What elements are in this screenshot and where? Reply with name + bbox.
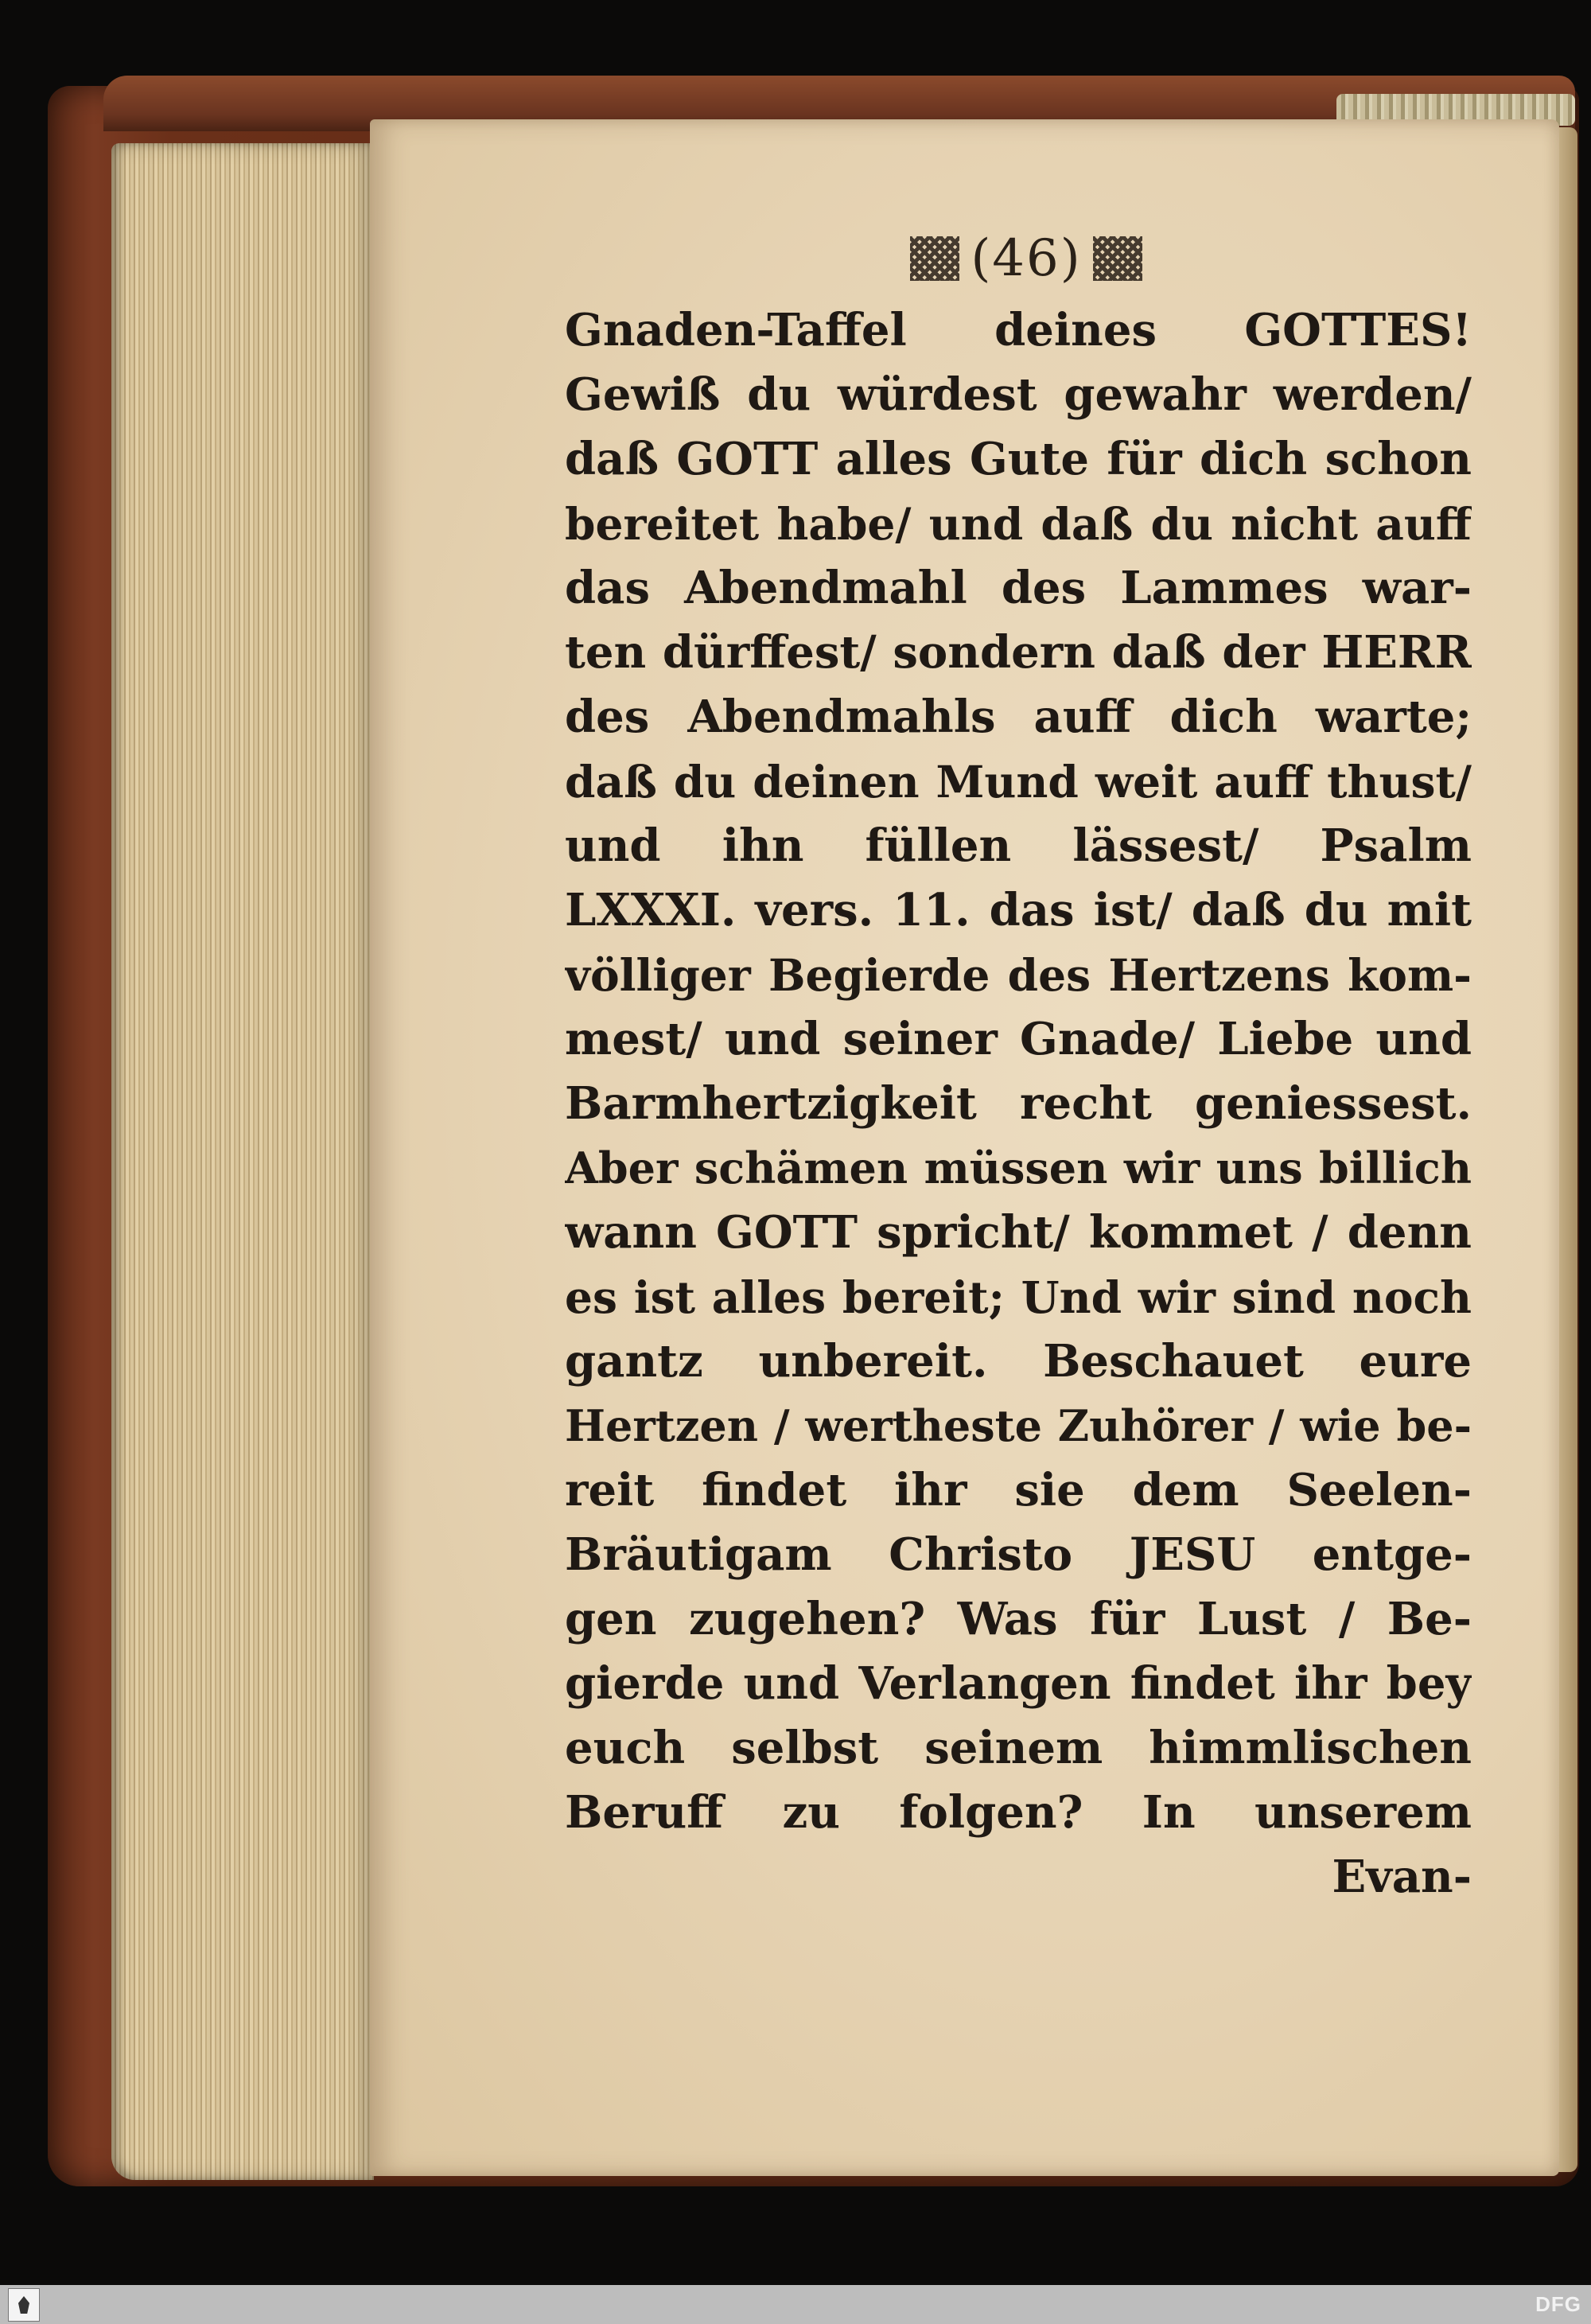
text-line: es ist alles bereit; Und wir sind noch [565,1271,1472,1323]
viewer-footer-bar [0,2285,1591,2324]
text-line: daß GOTT alles Gute für dich schon [565,433,1472,485]
text-line: daß du deinen Mund weit auff thust/ [565,756,1472,808]
dfg-logo[interactable]: DFG [1535,2292,1581,2316]
text-line: euch selbst seinem himmlischen [565,1722,1472,1774]
page-edges [111,143,374,2180]
text-line: Gewiß du würdest gewahr werden/ [565,368,1472,421]
text-line: Aber schämen müssen wir uns billich [565,1143,1472,1193]
text-line: das Abendmahl des Lammes war- [565,562,1472,614]
text-line: ten dürffest/ sondern daß der HERR [565,626,1472,679]
ornament-left-icon [910,236,959,281]
text-line: Bräutigam Christo JESU entge- [565,1528,1472,1581]
text-line: und ihn füllen lässest/ Psalm [565,819,1472,872]
library-logo-icon[interactable] [8,2288,40,2322]
text-line: Hertzen / wertheste Zuhörer / wie be- [565,1400,1472,1451]
text-line: LXXXI. vers. 11. das ist/ daß du mit [565,884,1472,936]
text-line: Barmhertzigkeit recht geniessest. [565,1077,1472,1130]
page-number: (46) [971,229,1082,288]
ornament-right-icon [1093,236,1142,281]
text-line: völliger Begierde des Hertzens kom- [565,949,1472,1001]
catchword: Evan- [1332,1851,1472,1903]
text-line: gierde und Verlangen findet ihr bey [565,1657,1472,1710]
text-line: bereitet habe/ und daß du nicht auff [565,498,1472,550]
text-line: gantz unbereit. Beschauet eure [565,1335,1472,1388]
page-header [867,223,1185,294]
text-line: gen zugehen? Was für Lust / Be- [565,1593,1472,1645]
text-line: wann GOTT spricht/ kommet / denn [565,1206,1472,1259]
text-line: mest/ und seiner Gnade/ Liebe und [565,1013,1472,1065]
text-line: Beruff zu folgen? In unserem [565,1786,1472,1839]
text-line: reit findet ihr sie dem Seelen- [565,1464,1472,1516]
text-line: des Abendmahls auff dich warte; [565,691,1472,743]
page-text [565,298,1472,1909]
text-line: Gnaden-Taffel deines GOTTES! [565,304,1472,356]
